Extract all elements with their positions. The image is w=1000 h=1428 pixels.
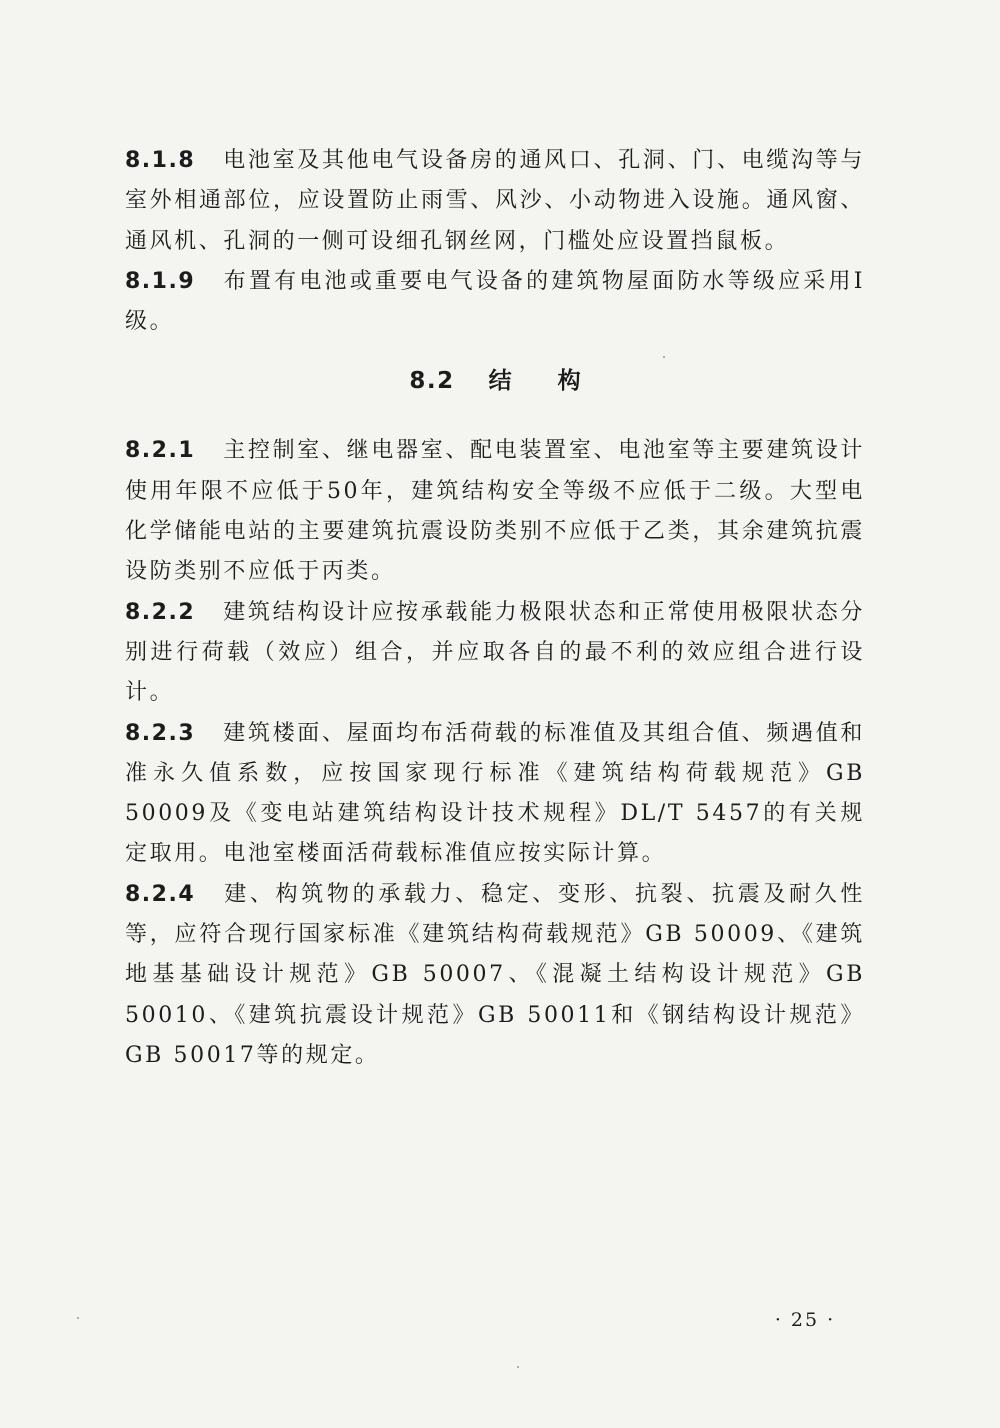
section-title: 结构 bbox=[488, 367, 627, 395]
clause-text: 建、构筑物的承载力、稳定、变形、抗裂、抗震及耐久性等，应符合现行国家标准《建筑结构荷载规范》GB 50009、《建筑地基基础设计规范》GB 50007、《混凝土结构设计规范》GB 50010、《建筑抗震设计规范》GB 50011和《钢结构设计规范》GB 50017等的规定。 bbox=[125, 881, 865, 1068]
page-number: · 25 · bbox=[774, 1309, 836, 1331]
scan-speck bbox=[77, 1317, 79, 1319]
clause-number: 8.2.3 bbox=[125, 720, 196, 746]
clause-number: 8.2.1 bbox=[125, 438, 196, 464]
section-heading bbox=[125, 342, 865, 401]
clause-text: 主控制室、继电器室、配电装置室、电池室等主要建筑设计使用年限不应低于50年，建筑结构安全等级不应低于二级。大型电化学储能电站的主要建筑抗震设防类别不应低于乙类，其余建筑抗震设防类别不应低于丙类。 bbox=[125, 438, 865, 585]
section-number: 8.2 bbox=[409, 368, 455, 395]
clause-text: 建筑结构设计应按承载能力极限状态和正常使用极限状态分别进行荷载（效应）组合，并应取各自的最不利的效应组合进行设计。 bbox=[125, 599, 865, 706]
clause-number: 8.2.2 bbox=[125, 599, 196, 625]
clause-number: 8.1.8 bbox=[125, 148, 196, 173]
clause-8-1-9 bbox=[125, 262, 865, 343]
clause-8-2-3 bbox=[125, 714, 865, 875]
clause-8-2-1 bbox=[125, 431, 865, 592]
document-body bbox=[125, 141, 865, 1076]
clause-number: 8.2.4 bbox=[125, 881, 196, 907]
clause-text: 电池室及其他电气设备房的通风口、孔洞、门、电缆沟等与室外相通部位，应设置防止雨雪、风沙、小动物进入设施。通风窗、通风机、孔洞的一侧可设细孔钢丝网，门槛处应设置挡鼠板。 bbox=[125, 148, 865, 254]
scan-speck bbox=[517, 1366, 519, 1368]
scan-speck bbox=[663, 356, 665, 358]
clause-text: 布置有电池或重要电气设备的建筑物屋面防水等级应采用Ⅰ级。 bbox=[125, 268, 865, 335]
clause-text: 建筑楼面、屋面均布活荷载的标准值及其组合值、频遇值和准永久值系数，应按国家现行标准《建筑结构荷载规范》GB 50009及《变电站建筑结构设计技术规程》DL/T 5457的有关规定取用。电池室楼面活荷载标准值应按实际计算。 bbox=[125, 720, 865, 867]
clause-number: 8.1.9 bbox=[125, 268, 196, 294]
clause-8-2-4 bbox=[125, 875, 865, 1076]
clause-8-1-8 bbox=[125, 141, 865, 262]
clause-8-2-2 bbox=[125, 593, 865, 714]
